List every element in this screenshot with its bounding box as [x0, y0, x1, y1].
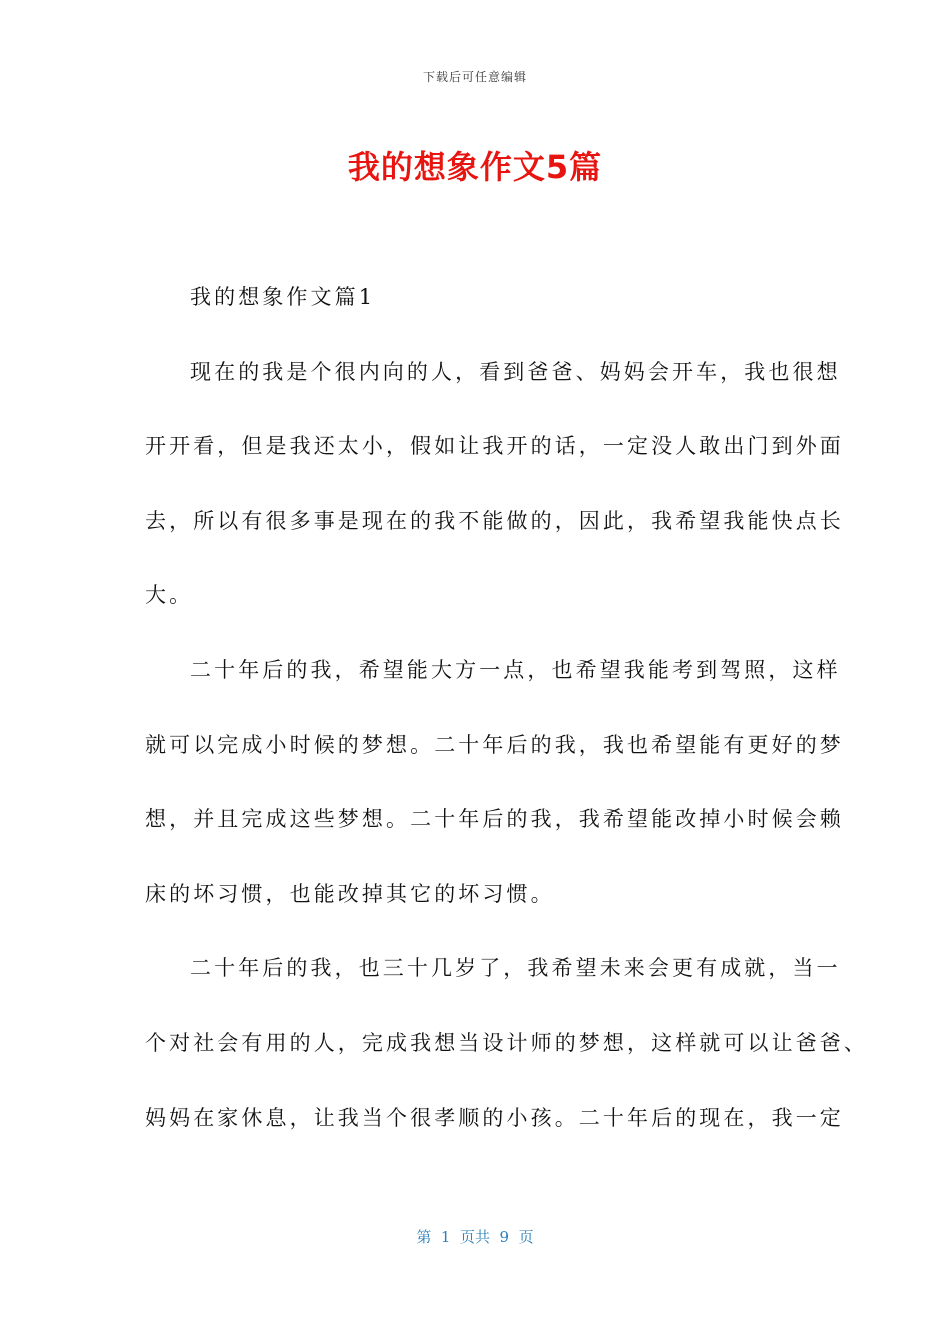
paragraph-line: 现在的我是个很内向的人，看到爸爸、妈妈会开车，我也很想 — [190, 359, 841, 384]
paragraph-line: 二十年后的我，也三十几岁了，我希望未来会更有成就，当一 — [190, 956, 841, 981]
page-number-footer: 第 1 页共 9 页 — [416, 1228, 534, 1246]
paragraph-line: 大。 — [145, 583, 194, 608]
document-body — [145, 270, 868, 1165]
paragraph-line: 床的坏习惯，也能改掉其它的坏习惯。 — [145, 881, 555, 906]
paragraph-line: 想，并且完成这些梦想。二十年后的我，我希望能改掉小时候会赖 — [145, 807, 844, 832]
document-title: 我的想象作文5篇 — [347, 148, 603, 186]
section-heading: 我的想象作文篇1 — [190, 285, 376, 309]
paragraph-line: 个对社会有用的人，完成我想当设计师的梦想，这样就可以让爸爸、 — [145, 1030, 868, 1055]
page-header-note: 下载后可任意编辑 — [422, 70, 527, 84]
paragraph-line: 开开看，但是我还太小，假如让我开的话，一定没人敢出门到外面 — [145, 434, 844, 459]
paragraph-line: 二十年后的我，希望能大方一点，也希望我能考到驾照，这样 — [190, 657, 841, 682]
paragraph-line: 就可以完成小时候的梦想。二十年后的我，我也希望能有更好的梦 — [145, 732, 844, 757]
paragraph-line: 妈妈在家休息，让我当个很孝顺的小孩。二十年后的现在，我一定 — [145, 1105, 844, 1130]
paragraph-line: 去，所以有很多事是现在的我不能做的，因此，我希望我能快点长 — [145, 508, 844, 533]
